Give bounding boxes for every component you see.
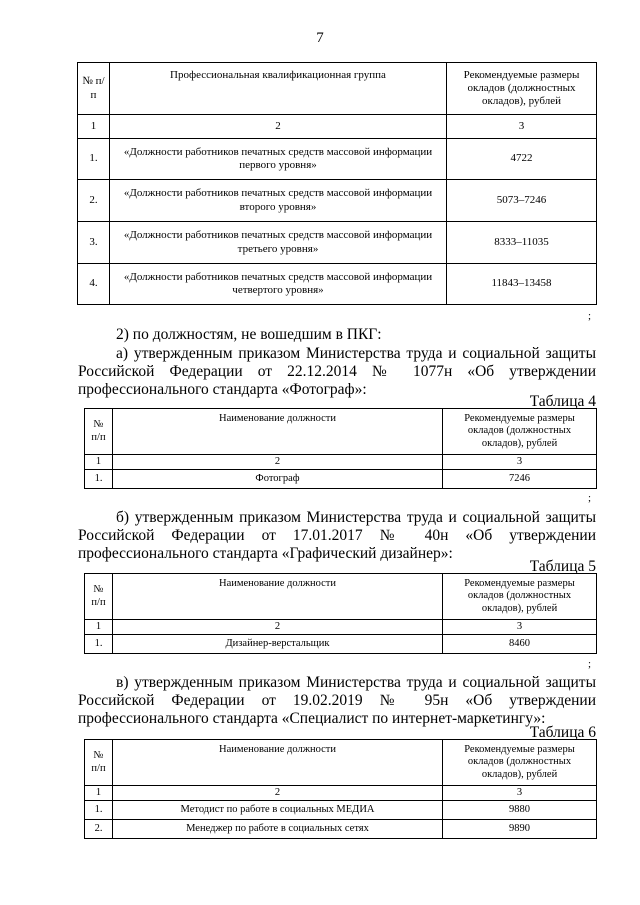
row-salary: 9890 [443, 820, 597, 839]
header-number: № п/п [78, 63, 110, 115]
table-row [85, 801, 597, 820]
index-cell: 3 [443, 455, 597, 470]
table-5 [84, 573, 597, 654]
page-number: 7 [316, 30, 324, 46]
section-2-heading: 2) по должностям, не вошедшим в ПКГ: [116, 326, 382, 343]
row-number: 4. [78, 264, 110, 305]
header-salary: Рекомендуемые размеры окладов (должностных окладов), рублей [443, 409, 597, 455]
row-name: «Должности работников печатных средств массовой информации второго уровня» [110, 180, 447, 222]
table-row [85, 470, 597, 489]
row-number: 1. [85, 801, 113, 820]
index-cell: 2 [113, 786, 443, 801]
header-salary: Рекомендуемые размеры окладов (должностных окладов), рублей [443, 574, 597, 620]
row-name: Фотограф [113, 470, 443, 489]
header-number: № п/п [85, 409, 113, 455]
table-header-row [85, 409, 597, 455]
semicolon: ; [588, 658, 592, 670]
row-salary: 7246 [443, 470, 597, 489]
row-number: 1. [78, 139, 110, 180]
row-salary: 4722 [447, 139, 597, 180]
row-name: «Должности работников печатных средств массовой информации третьего уровня» [110, 222, 447, 264]
semicolon: ; [588, 492, 592, 504]
row-salary: 9880 [443, 801, 597, 820]
row-salary: 11843–13458 [447, 264, 597, 305]
table-4 [84, 408, 597, 489]
table-header-row [85, 740, 597, 786]
paragraph-a [78, 345, 596, 399]
header-position: Наименование должности [113, 409, 443, 455]
table-index-row [85, 620, 597, 635]
table-4-caption: Таблица 4 [529, 393, 596, 410]
paragraph-b [78, 509, 596, 563]
pkg-salary-table [77, 62, 597, 305]
index-cell: 1 [85, 786, 113, 801]
paragraph-line: Российской Федерации от 17.01.2017 № 40н «Об утверждении [78, 527, 596, 544]
row-number: 3. [78, 222, 110, 264]
index-cell: 3 [447, 115, 597, 139]
row-number: 2. [85, 820, 113, 839]
header-salary: Рекомендуемые размеры окладов (должностных окладов), рублей [443, 740, 597, 786]
table-row [78, 222, 597, 264]
row-number: 1. [85, 635, 113, 654]
index-cell: 3 [443, 620, 597, 635]
table-index-row [85, 455, 597, 470]
index-cell: 2 [110, 115, 447, 139]
paragraph-c [78, 674, 596, 728]
paragraph-line: профессионального стандарта «Фотограф»: [78, 381, 367, 398]
header-salary: Рекомендуемые размеры окладов (должностных окладов), рублей [447, 63, 597, 115]
table-index-row [85, 786, 597, 801]
index-cell: 2 [113, 620, 443, 635]
table-header-row [78, 63, 597, 115]
index-cell: 2 [113, 455, 443, 470]
row-name: Методист по работе в социальных МЕДИА [113, 801, 443, 820]
row-salary: 8333–11035 [447, 222, 597, 264]
header-number: № п/п [85, 740, 113, 786]
index-cell: 1 [78, 115, 110, 139]
header-number: № п/п [85, 574, 113, 620]
paragraph-line: а) утвержденным приказом Министерства труда и социальной защиты [116, 345, 596, 362]
index-cell: 1 [85, 620, 113, 635]
paragraph-line: Российской Федерации от 22.12.2014 № 1077н «Об утверждении [78, 363, 596, 380]
paragraph-line: в) утвержденным приказом Министерства труда и социальной защиты [116, 674, 596, 691]
row-name: «Должности работников печатных средств массовой информации первого уровня» [110, 139, 447, 180]
paragraph-line: профессионального стандарта «Графический дизайнер»: [78, 545, 453, 562]
row-name: «Должности работников печатных средств массовой информации четвертого уровня» [110, 264, 447, 305]
row-salary: 5073–7246 [447, 180, 597, 222]
row-number: 2. [78, 180, 110, 222]
table-row [85, 820, 597, 839]
table-header-row [85, 574, 597, 620]
header-position: Наименование должности [113, 574, 443, 620]
table-row [78, 264, 597, 305]
paragraph-line: профессионального стандарта «Специалист по интернет-маркетингу»: [78, 710, 546, 727]
header-position: Наименование должности [113, 740, 443, 786]
index-cell: 3 [443, 786, 597, 801]
paragraph-line: Российской Федерации от 19.02.2019 № 95н «Об утверждении [78, 692, 596, 709]
header-pkg: Профессиональная квалификационная группа [110, 63, 447, 115]
row-salary: 8460 [443, 635, 597, 654]
table-row [85, 635, 597, 654]
row-name: Дизайнер-верстальщик [113, 635, 443, 654]
table-5-caption: Таблица 5 [529, 558, 596, 575]
table-index-row [78, 115, 597, 139]
paragraph-line: б) утвержденным приказом Министерства труда и социальной защиты [116, 509, 596, 526]
table-6 [84, 739, 597, 839]
row-name: Менеджер по работе в социальных сетях [113, 820, 443, 839]
table-6-caption: Таблица 6 [529, 724, 596, 741]
table-row [78, 139, 597, 180]
row-number: 1. [85, 470, 113, 489]
index-cell: 1 [85, 455, 113, 470]
semicolon: ; [588, 310, 592, 322]
table-row [78, 180, 597, 222]
